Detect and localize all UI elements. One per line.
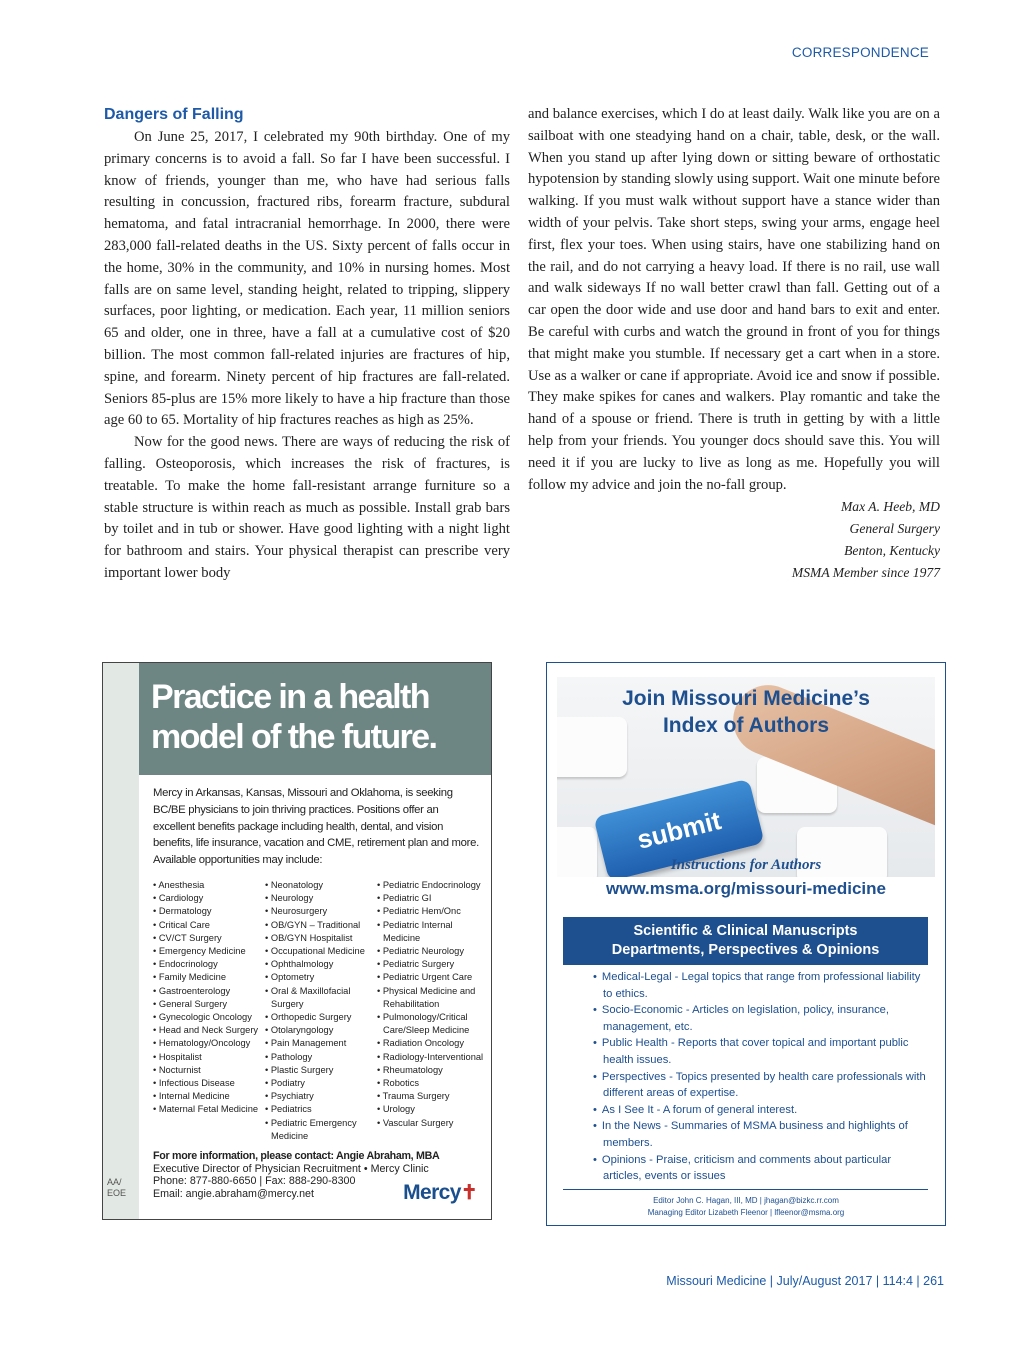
specialty-item: • Pain Management — [265, 1038, 347, 1049]
specialty-item: • Pediatrics — [265, 1104, 312, 1115]
specialty-item: • Family Medicine — [153, 972, 226, 983]
specialty-item: • Otolaryngology — [265, 1025, 334, 1036]
eoe-line: AA/ — [107, 1177, 122, 1187]
specialty-item: • Urology — [377, 1104, 415, 1115]
editor-line: Editor John C. Hagan, III, MD | jhagan@bizkc.rr.com — [653, 1196, 839, 1205]
band-line: Departments, Perspectives & Opinions — [611, 942, 880, 958]
specialty-item: • Pediatric Emergency Medicine — [265, 1117, 357, 1141]
contact-heading: For more information, please contact: Angie Abraham, MBA — [153, 1150, 440, 1162]
article-paragraph: Now for the good news. There are ways of reducing the risk of falling. Osteoporosis, which increases the risk of fractures, is treatable. To make the home fall-resistant arrange furniture so a stable structure is within reach as much as possible. Install grab bars by toilet and in tub or shower. Have good lighting with a night light for bathroom and stairs. Your physical therapist can prescribe very important lower body — [104, 434, 510, 581]
divider — [563, 1189, 928, 1190]
author-signature — [528, 496, 940, 583]
article-left-column — [104, 104, 510, 585]
band-line: Scientific & Clinical Manuscripts — [633, 923, 858, 939]
eoe-label — [107, 1177, 137, 1199]
specialty-item: • Psychiatry — [265, 1091, 314, 1102]
specialty-item: • Pediatric Internal Medicine — [377, 919, 453, 943]
specialty-item: • Endocrinology — [153, 959, 218, 970]
specialty-item: • OB/GYN Hospitalist — [265, 932, 353, 943]
category-item: • In the News - Summaries of MSMA business and highlights of members. — [587, 1118, 932, 1151]
specialty-item: • Occupational Medicine — [265, 946, 365, 957]
ad-side-strip — [103, 663, 139, 1219]
specialty-item: • OB/GYN – Traditional — [265, 919, 361, 930]
specialty-item: • General Surgery — [153, 998, 228, 1009]
specialty-item: • Pathology — [265, 1051, 313, 1062]
specialty-item: • Optometry — [265, 972, 315, 983]
ad-headline-banner — [139, 663, 491, 775]
mercy-recruitment-ad — [102, 662, 492, 1220]
specialty-item: • Pediatric Endocrinology — [377, 880, 481, 890]
specialty-item: • Internal Medicine — [153, 1091, 230, 1102]
specialty-item: • Rheumatology — [377, 1064, 443, 1075]
category-item: • Socio-Economic - Articles on legislation, policy, insurance, management, etc. — [587, 1002, 932, 1035]
missouri-medicine-ad — [546, 662, 946, 1226]
website-link[interactable]: www.msma.org/missouri-medicine — [606, 879, 886, 898]
article-paragraph: and balance exercises, which I do at least daily. Walk like you are on a sailboat with one steadying hand on a chair, table, desk, or the wall. When you stand up after lying down or sitting beware of orthostatic hypotension by standing slowly using support. Wait one minute before walking. If you must walk without support have a stance wider than width of your pelvis. Take short steps, swing your arms, engage heel first, flex your toes. When using stairs, have one stabilizing hand on the rail, and do not carrying a heavy load. If there is no rail, use wall and walk sideways If no wall better crawl than fall. Getting out of a car open the door wide and use door and hand bars to exit and enter. Be careful with curbs and watch the ground in front of you for things that might make you stumble. If necessary get a cart when in a store. Use as a walker or cane if appropriate. Avoid ice and snow if possible. They make spikes for canes and walkers. Play romantic and take the hand of a spouse or friend. There is truth in getting by with a little help from your friends. You younger docs should save this. You will need it if you are lucky to live as long as me. Hopefully you will follow my advice and join the no-fall group. — [528, 106, 941, 493]
specialty-item: • Gastroenterology — [153, 985, 231, 996]
author-name: Max A. Heeb, MD — [840, 499, 940, 515]
author-location: Benton, Kentucky — [844, 542, 940, 558]
article-right-column — [528, 104, 940, 584]
specialty-item: • Neurosurgery — [265, 906, 328, 917]
specialty-item: • Hematology/Oncology — [153, 1038, 251, 1049]
managing-editor-line: Managing Editor Lizabeth Fleenor | lfleenor@msma.org — [647, 1208, 845, 1217]
specialty-item: • Trauma Surgery — [377, 1091, 450, 1102]
specialty-column — [377, 879, 489, 1130]
title-line: Index of Authors — [662, 714, 830, 737]
category-item: • Opinions - Praise, criticism and comments about particular articles, events or issues — [587, 1152, 932, 1185]
headline-line: model of the future. — [151, 718, 437, 756]
specialty-item: • Podiatry — [265, 1078, 305, 1089]
contact-phone: Phone: 877-880-6650 | Fax: 888-290-8300 — [153, 1175, 356, 1188]
specialty-item: • Radiology-Interventional — [377, 1051, 484, 1062]
specialty-item: • Pediatric GI — [377, 893, 432, 904]
specialty-item: • Vascular Surgery — [377, 1117, 454, 1128]
specialty-column — [153, 879, 265, 1117]
specialty-item: • Oral & Maxillofacial Surgery — [265, 985, 351, 1009]
contact-email: Email: angie.abraham@mercy.net — [153, 1187, 314, 1200]
section-label: CORRESPONDENCE — [791, 45, 929, 60]
title-line: Join Missouri Medicine’s — [622, 687, 870, 710]
specialty-item: • Physical Medicine and Rehabilitation — [377, 985, 476, 1009]
author-specialty: General Surgery — [849, 521, 940, 537]
specialty-item: • Anesthesia — [153, 880, 205, 890]
specialty-item: • Emergency Medicine — [153, 946, 246, 957]
specialty-item: • CV/CT Surgery — [153, 932, 222, 943]
mercy-logo — [403, 1180, 477, 1205]
specialty-item: • Pulmonology/Critical Care/Sleep Medicine — [377, 1012, 470, 1036]
category-list — [587, 969, 932, 1185]
specialty-item: • Radiation Oncology — [377, 1038, 464, 1049]
specialty-item: • Neonatology — [265, 880, 324, 890]
page-footer: Missouri Medicine | July/August 2017 | 114:4 | 261 — [666, 1274, 944, 1288]
categories-band — [563, 917, 928, 965]
specialty-item: • Nocturnist — [153, 1064, 201, 1075]
specialty-item: • Infectious Disease — [153, 1078, 235, 1089]
category-item: • As I See It - A forum of general interest. — [587, 1102, 932, 1119]
specialty-item: • Critical Care — [153, 919, 210, 930]
specialty-item: • Robotics — [377, 1078, 420, 1089]
logo-text: Mercy — [403, 1181, 461, 1204]
specialty-item: • Dermatology — [153, 906, 212, 917]
submit-key-image: submit — [593, 779, 764, 877]
headline-line: Practice in a health — [151, 678, 429, 716]
specialty-item: • Pediatric Surgery — [377, 959, 455, 970]
specialty-item: • Head and Neck Surgery — [153, 1025, 259, 1036]
specialty-item: • Hospitalist — [153, 1051, 202, 1062]
specialty-item: • Pediatric Hem/Onc — [377, 906, 461, 917]
ad-title — [547, 685, 945, 739]
author-membership: MSMA Member since 1977 — [791, 564, 940, 580]
specialty-item: • Neurology — [265, 893, 314, 904]
category-item: • Medical-Legal - Legal topics that range from professional liability to ethics. — [587, 969, 932, 1002]
specialty-item: • Pediatric Urgent Care — [377, 972, 473, 983]
cross-icon: ✝ — [460, 1182, 477, 1204]
specialty-item: • Orthopedic Surgery — [265, 1012, 352, 1023]
category-item: • Public Health - Reports that cover topical and important public health issues. — [587, 1035, 932, 1068]
ad-headline — [151, 677, 436, 757]
specialty-item: • Maternal Fetal Medicine — [153, 1104, 259, 1115]
editor-credits — [547, 1195, 945, 1219]
specialty-item: • Pediatric Neurology — [377, 946, 464, 957]
specialty-item: • Cardiology — [153, 893, 204, 904]
specialty-column — [265, 879, 377, 1143]
article-paragraph: On June 25, 2017, I celebrated my 90th birthday. One of my primary concerns is to avoid a fall. So far I have been successful. I know of friends, younger than me, who have had serious falls resulting in concussion, fractured ribs, forearm fracture, subdural hematoma, and fatal intracranial hemorrhage. In 2000, there were 283,000 fall-related deaths in the US. Sixty percent of falls occur in the home, 30% in the community, and 10% in nursing homes. Most falls are on same level, standing height, related to tripping, slippery surfaces, poor lighting, or medication. Each year, 11 million seniors 65 and older, one in three, have a fall at a cumulative cost of $20 billion. The most common fall-related injuries are fractures of hip, spine, and forearm. Ninety percent of hip fractures are fall-related. Seniors 85-plus are 15% more likely to have a hip fracture than those age 60 to 65. Mortality of hip fractures reaches as high as 25%. — [104, 129, 510, 429]
contact-title: Executive Director of Physician Recruitment • Mercy Clinic — [153, 1162, 429, 1175]
article-title: Dangers of Falling — [104, 106, 244, 123]
eoe-line: EOE — [107, 1188, 127, 1198]
category-item: • Perspectives - Topics presented by health care professionals with different areas of expertise. — [587, 1069, 932, 1102]
instructions-heading: Instructions for Authors — [670, 857, 822, 873]
ad-intro: Mercy in Arkansas, Kansas, Missouri and Oklahoma, is seeking BC/BE physicians to join thriving practices. Positions offer an excellent benefits package including health, dental, and vision benefits, life insurance, vacation and CME, retirement plan and more. Available opportunities may include: — [153, 787, 479, 867]
specialty-item: • Gynecologic Oncology — [153, 1012, 252, 1023]
specialty-item: • Plastic Surgery — [265, 1064, 334, 1075]
specialty-item: • Ophthalmology — [265, 959, 334, 970]
